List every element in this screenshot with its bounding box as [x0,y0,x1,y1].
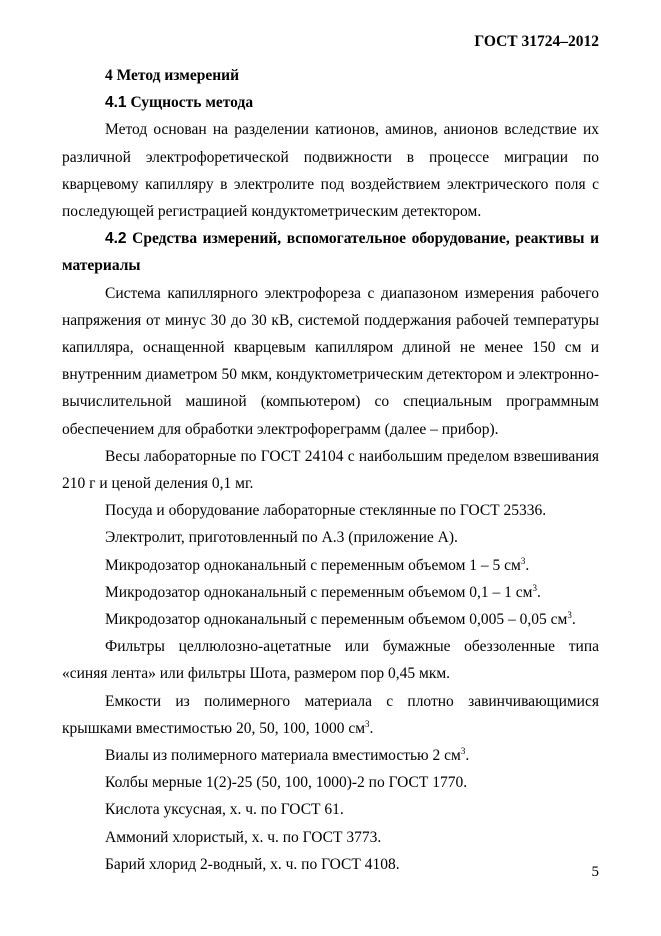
list-item: Аммоний хлористый, х. ч. по ГОСТ 3773. [105,828,382,846]
list-item: Система капиллярного электрофореза с диапазоном измерения рабочего напряжения от минус 30 до 30 кВ, системой поддержания рабочей температуры капилляра, оснащенной кварцевым капилляром длиной не менее 150 см и внутренним диаметром 50 мкм, кондуктометрическим детектором и электронно-вычислительной машиной (компьютером) со специальным программным обеспечением для обработки электрофореграмм (далее – прибор). [62,284,599,438]
subsection-title: Средства измерений, вспомогательное оборудование, реактивы и материалы [62,230,599,275]
list-item: Колбы мерные 1(2)-25 (50, 100, 1000)-2 по ГОСТ 1770. [105,774,468,792]
page-number: 5 [591,864,599,880]
period: . [536,583,541,601]
subsection-number: 4.1 [105,94,127,112]
subsection-heading-4-1 [62,89,599,116]
list-item [62,606,599,633]
item-text: Микродозатор одноканальный с переменным объемом 1 – 5 см [105,556,521,574]
method-essence-paragraph: Метод основан на разделении катионов, аминов, анионов вследствие их различной электрофоретической подвижности в процессе миграции по кварцевому капилляру в электролите под воздействием электрического поля с последующей регистрацией кондуктометрическим детектором. [62,121,599,221]
item-text: Микродозатор одноканальный с переменным объемом 0,005 – 0,05 см [105,611,568,629]
list-item: Весы лабораторные по ГОСТ 24104 с наибольшим пределом взвешивания 210 г и ценой деления 0,1 мг. [62,447,599,493]
superscript: 3 [532,582,537,593]
period: . [571,611,576,629]
subsection-heading-4-2 [62,225,599,279]
superscript: 3 [520,555,526,566]
list-item [62,742,599,769]
period: . [525,556,530,574]
list-item: Электролит, приготовленный по А.3 (приложение А). [105,529,458,547]
superscript: 3 [365,718,370,729]
list-item [62,552,599,579]
period: . [369,719,374,737]
subsection-title: Сущность метода [130,94,254,112]
list-item: Посуда и оборудование лабораторные стеклянные по ГОСТ 25336. [105,502,547,520]
section-heading: 4 Метод измерений [105,67,240,84]
page-content [62,62,599,878]
list-item: Барий хлорид 2-водный, х. ч. по ГОСТ 4108. [105,855,400,873]
superscript: 3 [567,610,572,621]
item-text: Виалы из полимерного материала вместимостью 2 см [105,747,461,765]
list-item: Фильтры целлюлозно-ацетатные или бумажные обеззоленные типа «синяя лента» или фильтры Шота, размером пор 0,45 мкм. [62,638,599,683]
subsection-number: 4.2 [105,230,127,248]
list-item: Кислота уксусная, х. ч. по ГОСТ 61. [105,801,344,819]
item-text: Емкости из полимерного материала с плотно завинчивающимися крышками вместимостью 20, 50, 100, 1000 см [62,692,599,737]
list-item [62,688,599,742]
period: . [465,747,470,765]
superscript: 3 [460,746,466,757]
list-item [62,579,599,606]
standard-header: ГОСТ 31724–2012 [474,33,599,50]
item-text: Микродозатор одноканальный с переменным объемом 0,1 – 1 см [105,583,533,601]
